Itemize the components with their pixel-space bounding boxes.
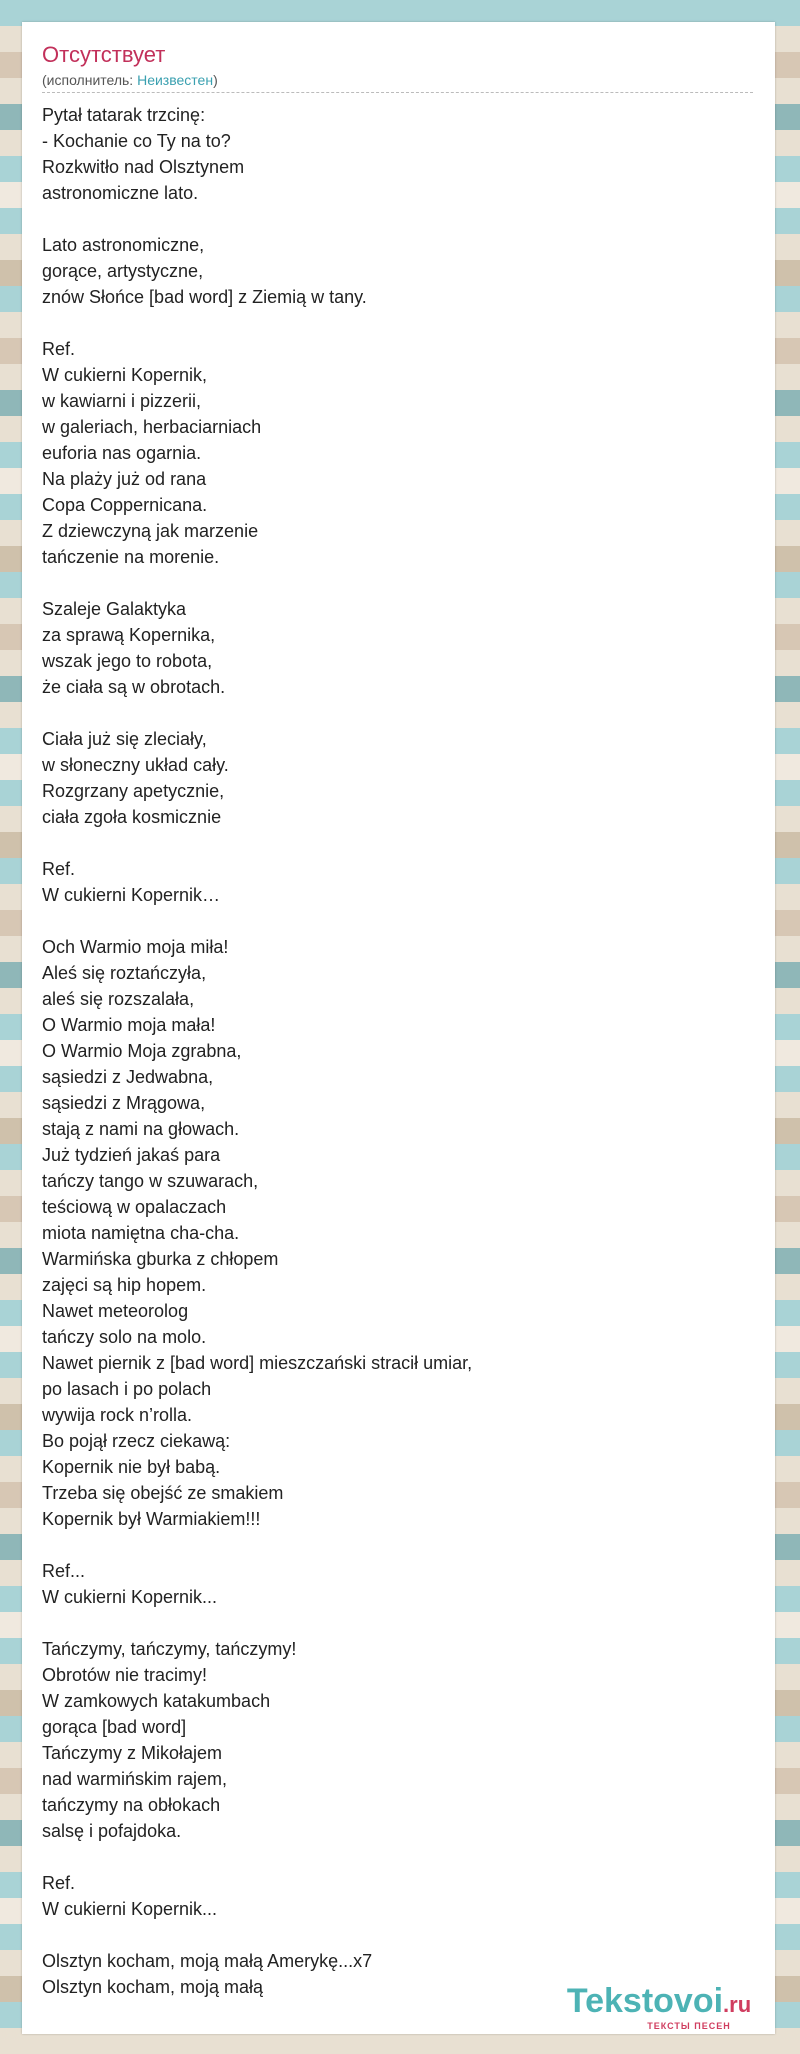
lyric-line: Olsztyn kocham, moją małą bbox=[42, 1977, 264, 1997]
lyric-line bbox=[42, 1922, 472, 1948]
lyric-line bbox=[42, 1610, 472, 1636]
lyric-line: w słoneczny układ cały. bbox=[42, 755, 229, 775]
lyric-line: po lasach i po polach bbox=[42, 1379, 212, 1399]
lyric-line: Olsztyn kocham, moją małą Amerykę...x7 bbox=[42, 1951, 373, 1971]
lyric-line: wszak jego to robota, bbox=[42, 651, 213, 671]
lyric-line bbox=[42, 570, 472, 596]
lyrics-text bbox=[42, 102, 472, 2000]
lyric-line: aleś się rozszalała, bbox=[42, 989, 195, 1009]
lyric-line: Copa Coppernicana. bbox=[42, 495, 208, 515]
lyric-line: wywija rock n’rolla. bbox=[42, 1405, 193, 1425]
lyric-line: Rozgrzany apetycznie, bbox=[42, 781, 225, 801]
lyric-line: tańczenie na morenie. bbox=[42, 547, 220, 567]
lyric-line: Kopernik nie był babą. bbox=[42, 1457, 221, 1477]
performer-line bbox=[42, 72, 218, 88]
lyric-line: salsę i pofajdoka. bbox=[42, 1821, 182, 1841]
lyric-line: Ref. bbox=[42, 859, 76, 879]
lyric-line bbox=[42, 310, 472, 336]
lyric-line: Nawet meteorolog bbox=[42, 1301, 189, 1321]
logo-domain-suffix: .ru bbox=[723, 1992, 752, 2017]
lyric-line: Warmińska gburka z chłopem bbox=[42, 1249, 279, 1269]
logo-tagline: ТЕКСТЫ ПЕСЕН bbox=[647, 2021, 731, 2031]
lyric-line: W cukierni Kopernik, bbox=[42, 365, 208, 385]
lyric-line: Lato astronomiczne, bbox=[42, 235, 205, 255]
lyric-line: Pytał tatarak trzcinę: bbox=[42, 105, 206, 125]
lyric-line: stają z nami na głowach. bbox=[42, 1119, 240, 1139]
lyric-line: Och Warmio moja miła! bbox=[42, 937, 229, 957]
lyric-line: - Kochanie co Ty na to? bbox=[42, 131, 231, 151]
lyric-line: gorąca [bad word] bbox=[42, 1717, 187, 1737]
lyric-line: O Warmio moja mała! bbox=[42, 1015, 216, 1035]
lyric-line: O Warmio Moja zgrabna, bbox=[42, 1041, 242, 1061]
lyric-line: Na plaży już od rana bbox=[42, 469, 207, 489]
lyric-line: nad warmińskim rajem, bbox=[42, 1769, 228, 1789]
lyric-line: tańczy tango w szuwarach, bbox=[42, 1171, 259, 1191]
lyric-line bbox=[42, 1844, 472, 1870]
lyric-line: astronomiczne lato. bbox=[42, 183, 199, 203]
lyric-line: W cukierni Kopernik… bbox=[42, 885, 221, 905]
lyric-line: Obrotów nie tracimy! bbox=[42, 1665, 208, 1685]
lyric-line bbox=[42, 700, 472, 726]
lyric-line: Trzeba się obejść ze smakiem bbox=[42, 1483, 284, 1503]
lyric-line: tańczy solo na molo. bbox=[42, 1327, 207, 1347]
lyric-line bbox=[42, 1532, 472, 1558]
lyric-line: Kopernik był Warmiakiem!!! bbox=[42, 1509, 261, 1529]
lyric-line: W cukierni Kopernik... bbox=[42, 1899, 218, 1919]
lyric-line: Rozkwitło nad Olsztynem bbox=[42, 157, 245, 177]
lyric-line bbox=[42, 908, 472, 934]
lyric-line bbox=[42, 830, 472, 856]
lyric-line: gorące, artystyczne, bbox=[42, 261, 204, 281]
dashed-divider bbox=[42, 92, 753, 93]
lyric-line: sąsiedzi z Jedwabna, bbox=[42, 1067, 214, 1087]
lyric-line: Tańczymy z Mikołajem bbox=[42, 1743, 223, 1763]
lyric-line: ciała zgoła kosmicznie bbox=[42, 807, 222, 827]
lyric-line: W zamkowych katakumbach bbox=[42, 1691, 271, 1711]
lyric-line bbox=[42, 206, 472, 232]
lyrics-card bbox=[22, 22, 775, 2034]
song-title: Отсутствует bbox=[42, 42, 166, 67]
lyric-line: zajęci są hip hopem. bbox=[42, 1275, 207, 1295]
performer-prefix: (исполнитель: bbox=[42, 72, 138, 88]
lyric-line: Bo pojął rzecz ciekawą: bbox=[42, 1431, 231, 1451]
lyric-line: Aleś się roztańczyła, bbox=[42, 963, 207, 983]
lyric-line: że ciała są w obrotach. bbox=[42, 677, 226, 697]
lyric-line: Nawet piernik z [bad word] mieszczański stracił umiar, bbox=[42, 1353, 473, 1373]
lyric-line: w kawiarni i pizzerii, bbox=[42, 391, 202, 411]
lyric-line: Ciała już się zleciały, bbox=[42, 729, 207, 749]
lyric-line: sąsiedzi z Mrągowa, bbox=[42, 1093, 206, 1113]
logo-main-text: Tekstovoi bbox=[566, 1982, 724, 2020]
lyric-line: Ref... bbox=[42, 1561, 86, 1581]
logo-wordmark bbox=[543, 1984, 775, 2022]
lyric-line: znów Słońce [bad word] z Ziemią w tany. bbox=[42, 287, 367, 307]
lyric-line: Ref. bbox=[42, 339, 76, 359]
lyric-line: za sprawą Kopernika, bbox=[42, 625, 216, 645]
lyric-line: Z dziewczyną jak marzenie bbox=[42, 521, 259, 541]
lyric-line: tańczymy na obłokach bbox=[42, 1795, 221, 1815]
lyric-line: Tańczymy, tańczymy, tańczymy! bbox=[42, 1639, 297, 1659]
lyric-line: euforia nas ogarnia. bbox=[42, 443, 202, 463]
lyric-line: Ref. bbox=[42, 1873, 76, 1893]
performer-link[interactable]: Неизвестен bbox=[137, 72, 214, 88]
lyric-line: teściową w opalaczach bbox=[42, 1197, 227, 1217]
lyric-line: W cukierni Kopernik... bbox=[42, 1587, 218, 1607]
lyric-line: miota namiętna cha-cha. bbox=[42, 1223, 240, 1243]
lyric-line: Już tydzień jakaś para bbox=[42, 1145, 221, 1165]
lyric-line: w galeriach, herbaciarniach bbox=[42, 417, 262, 437]
performer-suffix: ) bbox=[213, 72, 218, 88]
lyric-line: Szaleje Galaktyka bbox=[42, 599, 187, 619]
site-logo[interactable] bbox=[543, 1982, 775, 2031]
